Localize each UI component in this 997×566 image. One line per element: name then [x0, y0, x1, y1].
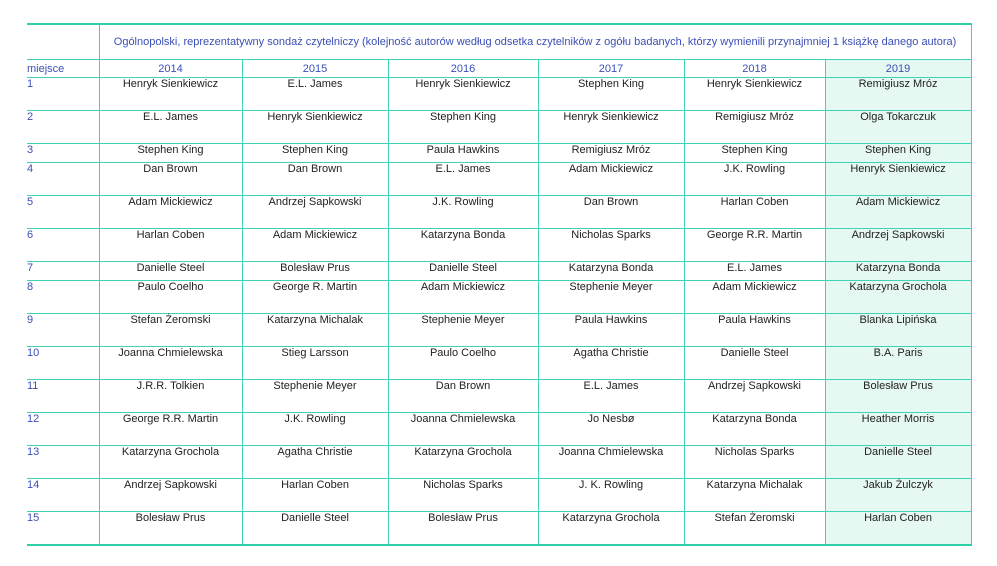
author-cell-2015: Adam Mickiewicz	[242, 229, 388, 262]
author-cell-2015: Agatha Christie	[242, 446, 388, 479]
author-cell-2016: Joanna Chmielewska	[388, 413, 538, 446]
author-cell-2018: Adam Mickiewicz	[684, 281, 825, 314]
corner-cell	[27, 24, 99, 60]
author-cell-2016: Danielle Steel	[388, 262, 538, 281]
year-header-2018: 2018	[684, 60, 825, 78]
author-cell-2014: Stephen King	[99, 144, 242, 163]
author-cell-2016: Stephen King	[388, 111, 538, 144]
author-cell-2019: Olga Tokarczuk	[825, 111, 971, 144]
rank-cell: 9	[27, 314, 99, 347]
author-cell-2014: Bolesław Prus	[99, 512, 242, 545]
rank-cell: 2	[27, 111, 99, 144]
author-cell-2015: J.K. Rowling	[242, 413, 388, 446]
author-cell-2019: Andrzej Sapkowski	[825, 229, 971, 262]
year-header-2016: 2016	[388, 60, 538, 78]
rank-column-header: miejsce	[27, 60, 99, 78]
table-row	[27, 314, 971, 347]
rank-cell: 15	[27, 512, 99, 545]
author-cell-2014: E.L. James	[99, 111, 242, 144]
author-cell-2019: Remigiusz Mróz	[825, 78, 971, 111]
author-cell-2017: Dan Brown	[538, 196, 684, 229]
table-row	[27, 111, 971, 144]
author-cell-2016: Paula Hawkins	[388, 144, 538, 163]
table-row	[27, 446, 971, 479]
author-cell-2019: Katarzyna Grochola	[825, 281, 971, 314]
author-cell-2017: Agatha Christie	[538, 347, 684, 380]
author-cell-2014: Henryk Sienkiewicz	[99, 78, 242, 111]
author-cell-2019: Blanka Lipińska	[825, 314, 971, 347]
author-cell-2014: Harlan Coben	[99, 229, 242, 262]
rank-cell: 8	[27, 281, 99, 314]
author-cell-2018: Stephen King	[684, 144, 825, 163]
author-cell-2016: Paulo Coelho	[388, 347, 538, 380]
rank-cell: 7	[27, 262, 99, 281]
rank-cell: 14	[27, 479, 99, 512]
table-row	[27, 512, 971, 545]
table-row	[27, 78, 971, 111]
author-cell-2017: Paula Hawkins	[538, 314, 684, 347]
author-cell-2019: Bolesław Prus	[825, 380, 971, 413]
author-cell-2018: Andrzej Sapkowski	[684, 380, 825, 413]
author-cell-2015: Stephenie Meyer	[242, 380, 388, 413]
year-header-2019: 2019	[825, 60, 971, 78]
author-cell-2019: Henryk Sienkiewicz	[825, 163, 971, 196]
rank-cell: 11	[27, 380, 99, 413]
table-row	[27, 281, 971, 314]
author-cell-2015: E.L. James	[242, 78, 388, 111]
author-cell-2016: Katarzyna Grochola	[388, 446, 538, 479]
table-row	[27, 380, 971, 413]
author-cell-2019: Katarzyna Bonda	[825, 262, 971, 281]
table-row	[27, 262, 971, 281]
author-cell-2015: Dan Brown	[242, 163, 388, 196]
author-cell-2015: Danielle Steel	[242, 512, 388, 545]
table-row	[27, 347, 971, 380]
author-cell-2016: Dan Brown	[388, 380, 538, 413]
author-cell-2015: Bolesław Prus	[242, 262, 388, 281]
rank-cell: 1	[27, 78, 99, 111]
table-row	[27, 196, 971, 229]
caption-row	[27, 24, 971, 60]
author-cell-2015: Katarzyna Michalak	[242, 314, 388, 347]
author-cell-2016: Nicholas Sparks	[388, 479, 538, 512]
author-cell-2016: Katarzyna Bonda	[388, 229, 538, 262]
author-cell-2017: Stephenie Meyer	[538, 281, 684, 314]
author-cell-2017: Remigiusz Mróz	[538, 144, 684, 163]
author-cell-2016: E.L. James	[388, 163, 538, 196]
table-body	[27, 78, 971, 545]
author-cell-2018: Henryk Sienkiewicz	[684, 78, 825, 111]
table-row	[27, 413, 971, 446]
year-header-2015: 2015	[242, 60, 388, 78]
author-cell-2017: Nicholas Sparks	[538, 229, 684, 262]
author-cell-2018: Katarzyna Bonda	[684, 413, 825, 446]
author-cell-2014: Paulo Coelho	[99, 281, 242, 314]
table-row	[27, 144, 971, 163]
author-cell-2014: J.R.R. Tolkien	[99, 380, 242, 413]
author-cell-2015: Andrzej Sapkowski	[242, 196, 388, 229]
year-header-2017: 2017	[538, 60, 684, 78]
author-cell-2014: Andrzej Sapkowski	[99, 479, 242, 512]
author-cell-2018: Katarzyna Michalak	[684, 479, 825, 512]
reading-survey-table	[27, 23, 972, 546]
author-cell-2017: Stephen King	[538, 78, 684, 111]
author-cell-2018: George R.R. Martin	[684, 229, 825, 262]
author-cell-2017: Katarzyna Grochola	[538, 512, 684, 545]
author-cell-2015: Stieg Larsson	[242, 347, 388, 380]
author-cell-2014: Joanna Chmielewska	[99, 347, 242, 380]
table-row	[27, 229, 971, 262]
author-cell-2017: Jo Nesbø	[538, 413, 684, 446]
author-cell-2017: Adam Mickiewicz	[538, 163, 684, 196]
table-caption: Ogólnopolski, reprezentatywny sondaż czytelniczy (kolejność autorów według odsetka czytelników z ogółu badanych, którzy wymienili przynajmniej 1 książkę danego autora)	[99, 24, 971, 60]
author-cell-2019: Stephen King	[825, 144, 971, 163]
author-cell-2019: Heather Morris	[825, 413, 971, 446]
author-cell-2014: Danielle Steel	[99, 262, 242, 281]
author-cell-2014: Katarzyna Grochola	[99, 446, 242, 479]
author-cell-2018: Remigiusz Mróz	[684, 111, 825, 144]
rank-cell: 5	[27, 196, 99, 229]
author-cell-2019: B.A. Paris	[825, 347, 971, 380]
author-cell-2014: Adam Mickiewicz	[99, 196, 242, 229]
author-cell-2018: E.L. James	[684, 262, 825, 281]
author-cell-2015: Stephen King	[242, 144, 388, 163]
table-row	[27, 479, 971, 512]
author-cell-2019: Adam Mickiewicz	[825, 196, 971, 229]
author-cell-2018: Nicholas Sparks	[684, 446, 825, 479]
author-cell-2016: Bolesław Prus	[388, 512, 538, 545]
author-cell-2018: Danielle Steel	[684, 347, 825, 380]
author-cell-2016: Adam Mickiewicz	[388, 281, 538, 314]
rank-cell: 13	[27, 446, 99, 479]
author-cell-2018: Paula Hawkins	[684, 314, 825, 347]
author-cell-2017: Henryk Sienkiewicz	[538, 111, 684, 144]
author-cell-2017: Joanna Chmielewska	[538, 446, 684, 479]
author-cell-2017: Katarzyna Bonda	[538, 262, 684, 281]
author-cell-2019: Danielle Steel	[825, 446, 971, 479]
author-cell-2019: Harlan Coben	[825, 512, 971, 545]
author-cell-2017: E.L. James	[538, 380, 684, 413]
rank-cell: 12	[27, 413, 99, 446]
author-cell-2018: J.K. Rowling	[684, 163, 825, 196]
author-cell-2015: Henryk Sienkiewicz	[242, 111, 388, 144]
author-cell-2014: Stefan Żeromski	[99, 314, 242, 347]
rank-cell: 10	[27, 347, 99, 380]
author-cell-2014: Dan Brown	[99, 163, 242, 196]
rank-cell: 3	[27, 144, 99, 163]
rank-cell: 4	[27, 163, 99, 196]
author-cell-2014: George R.R. Martin	[99, 413, 242, 446]
author-cell-2017: J. K. Rowling	[538, 479, 684, 512]
rank-cell: 6	[27, 229, 99, 262]
table-row	[27, 163, 971, 196]
author-cell-2018: Stefan Żeromski	[684, 512, 825, 545]
year-header-row	[27, 60, 971, 78]
author-cell-2015: Harlan Coben	[242, 479, 388, 512]
year-header-2014: 2014	[99, 60, 242, 78]
author-cell-2015: George R. Martin	[242, 281, 388, 314]
author-cell-2018: Harlan Coben	[684, 196, 825, 229]
author-cell-2019: Jakub Żulczyk	[825, 479, 971, 512]
author-cell-2016: Henryk Sienkiewicz	[388, 78, 538, 111]
author-cell-2016: J.K. Rowling	[388, 196, 538, 229]
author-cell-2016: Stephenie Meyer	[388, 314, 538, 347]
